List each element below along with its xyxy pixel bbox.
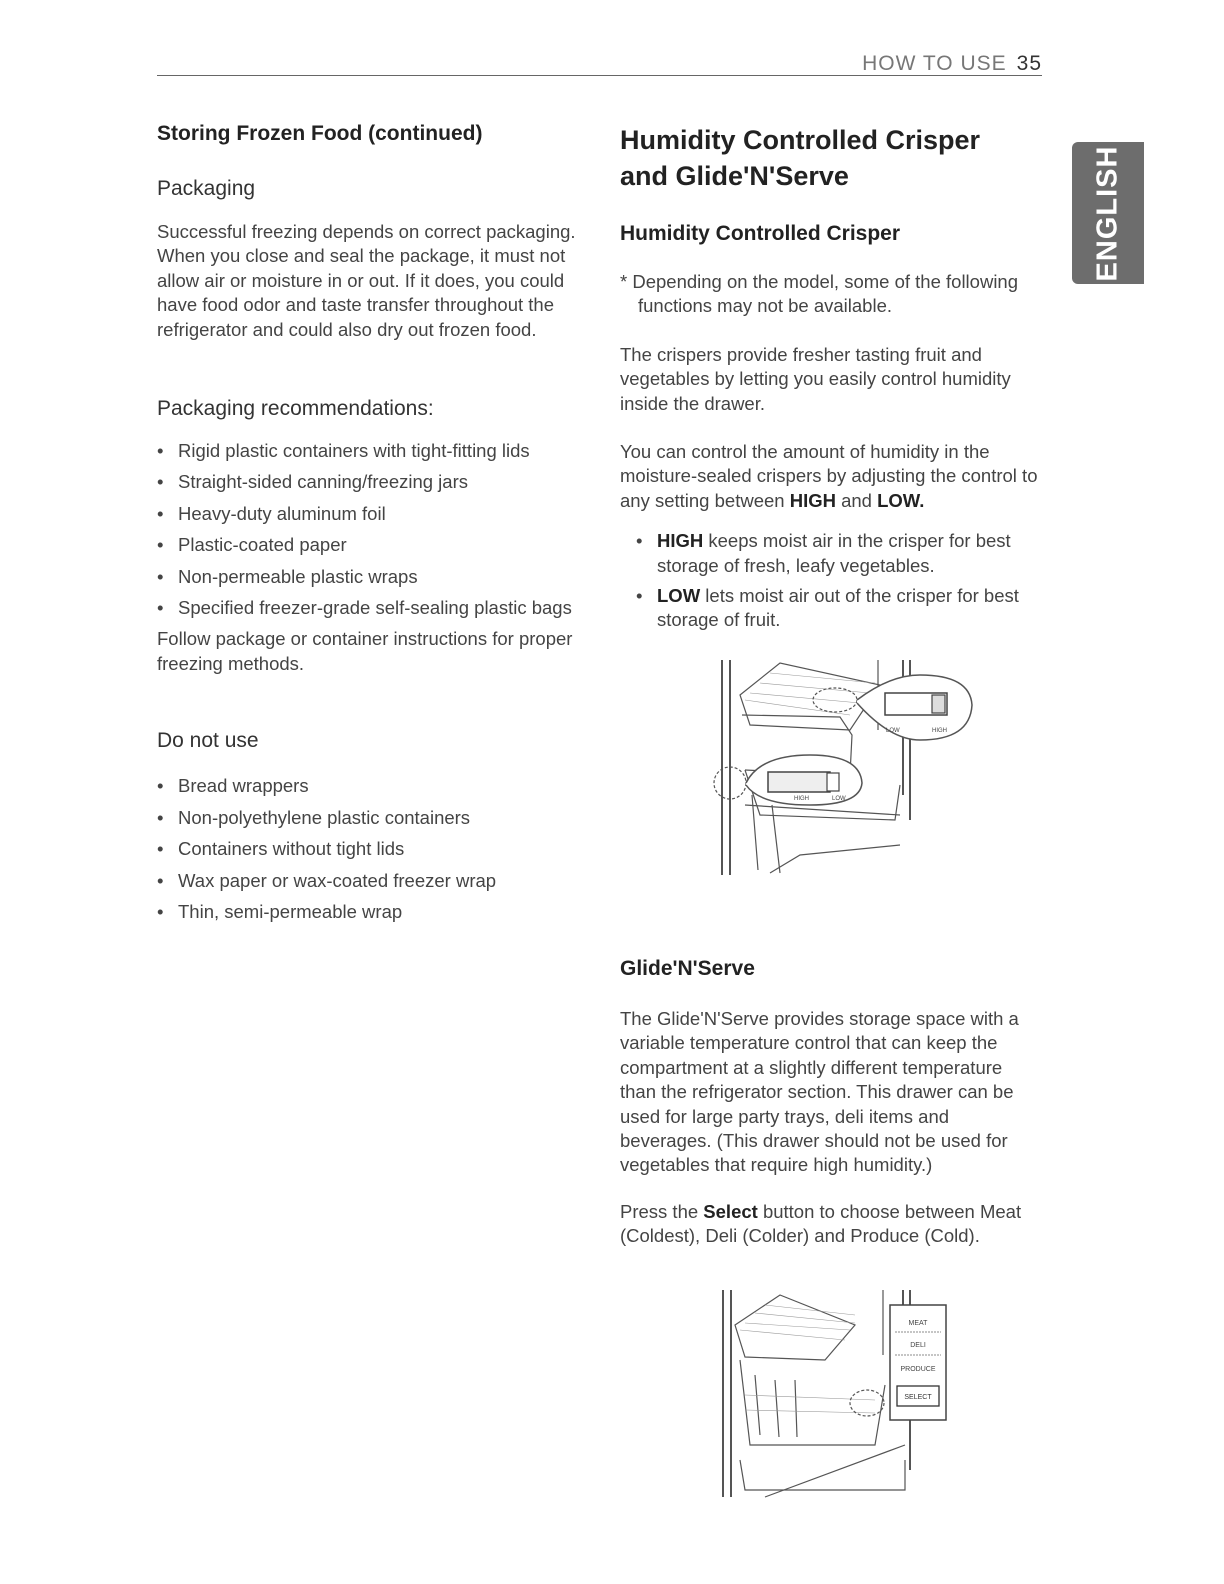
- list-item: • Thin, semi-permeable wrap: [157, 900, 577, 924]
- select-term: Select: [703, 1200, 758, 1222]
- language-tab: [1072, 142, 1144, 284]
- list-item: • Heavy-duty aluminum foil: [157, 502, 577, 526]
- do-not-use-heading: Do not use: [157, 729, 259, 753]
- crisper-para-2-text: You can control the amount of humidity in the moisture-sealed crispers by adjusting the control to any setting between: [620, 441, 1038, 511]
- recommendations-list: [157, 439, 577, 620]
- low-term: LOW.: [877, 489, 925, 511]
- crisper-para-2: [620, 440, 1040, 513]
- list-item: • Wax paper or wax-coated freezer wrap: [157, 869, 577, 893]
- list-item: • Specified freezer-grade self-sealing plastic bags: [157, 596, 577, 620]
- glide-n-serve-illustration: [705, 1285, 955, 1500]
- list-item: • Plastic-coated paper: [157, 533, 577, 557]
- packaging-heading: Packaging: [157, 177, 256, 200]
- list-item: • Rigid plastic containers with tight-fitting lids: [157, 439, 577, 463]
- language-tab-label: ENGLISH: [1091, 145, 1124, 281]
- list-item: • Containers without tight lids: [157, 837, 577, 861]
- page-number: 35: [1016, 52, 1042, 75]
- glide-heading: Glide'N'Serve: [620, 957, 755, 980]
- select-label: SELECT: [904, 1394, 932, 1401]
- crisper-illustration: [700, 655, 990, 880]
- low-bullet-text: lets moist air out of the crisper for best storage of fruit.: [657, 585, 1019, 631]
- glide-para-2: [620, 1200, 1040, 1249]
- humidity-settings-list: [636, 529, 1040, 633]
- glide-para-2-after: button to choose between Meat (Coldest), Deli (Colder) and Produce (Cold).: [620, 1200, 1022, 1247]
- lower-low-label: LOW: [832, 796, 846, 802]
- packaging-text: Successful freezing depends on correct packaging. When you close and seal the package, it must not allow air or moisture in or out. If it does, you could have food odor and taste transfer throughout the refrigerator and could also dry out frozen food.: [157, 221, 576, 340]
- right-column: [620, 122, 1040, 633]
- list-item: [636, 584, 1040, 633]
- recommendations-heading: Packaging recommendations:: [157, 397, 434, 421]
- high-term: HIGH: [789, 489, 836, 511]
- header-rule: [157, 75, 1042, 76]
- low-bullet-term: LOW: [657, 585, 701, 607]
- high-bullet-term: HIGH: [657, 530, 704, 552]
- glide-section: [620, 955, 1040, 1249]
- section-title: HOW TO USE: [862, 52, 1007, 75]
- glide-para-1: The Glide'N'Serve provides storage space with a variable temperature control that can keep the compartment at a slightly different temperature than the refrigerator section. This drawer can be used for large party trays, deli items and beverages. (This drawer should not be used for vegetables that require high humidity.): [620, 1008, 1019, 1176]
- deli-label: DELI: [910, 1342, 926, 1349]
- high-bullet-text: keeps moist air in the crisper for best storage of fresh, leafy vegetables.: [657, 530, 1011, 576]
- and-text: and: [835, 489, 878, 511]
- crisper-heading: Humidity Controlled Crisper: [620, 222, 901, 245]
- page-header: [862, 52, 1042, 76]
- model-note: * Depending on the model, some of the following functions may not be available.: [620, 271, 1019, 317]
- storing-frozen-food-title: Storing Frozen Food (continued): [157, 122, 483, 145]
- list-item: [636, 529, 1040, 578]
- list-item: • Straight-sided canning/freezing jars: [157, 470, 577, 494]
- crisper-para-1: The crispers provide fresher tasting fruit and vegetables by letting you easily control humidity inside the drawer.: [620, 343, 1011, 414]
- list-item: • Non-polyethylene plastic containers: [157, 806, 577, 830]
- produce-label: PRODUCE: [900, 1366, 936, 1373]
- glide-para-2-before: Press the: [620, 1200, 704, 1222]
- upper-low-label: LOW: [886, 728, 900, 734]
- follow-instructions-text: Follow package or container instructions for proper freezing methods.: [157, 628, 573, 674]
- lower-high-label: HIGH: [794, 796, 809, 802]
- list-item: • Non-permeable plastic wraps: [157, 565, 577, 589]
- left-column: [157, 120, 577, 931]
- upper-high-label: HIGH: [932, 728, 947, 734]
- meat-label: MEAT: [908, 1320, 928, 1327]
- do-not-use-list: [157, 774, 577, 924]
- humidity-section-title: Humidity Controlled Crisper and Glide'N'Serve: [620, 125, 981, 191]
- list-item: • Bread wrappers: [157, 774, 577, 798]
